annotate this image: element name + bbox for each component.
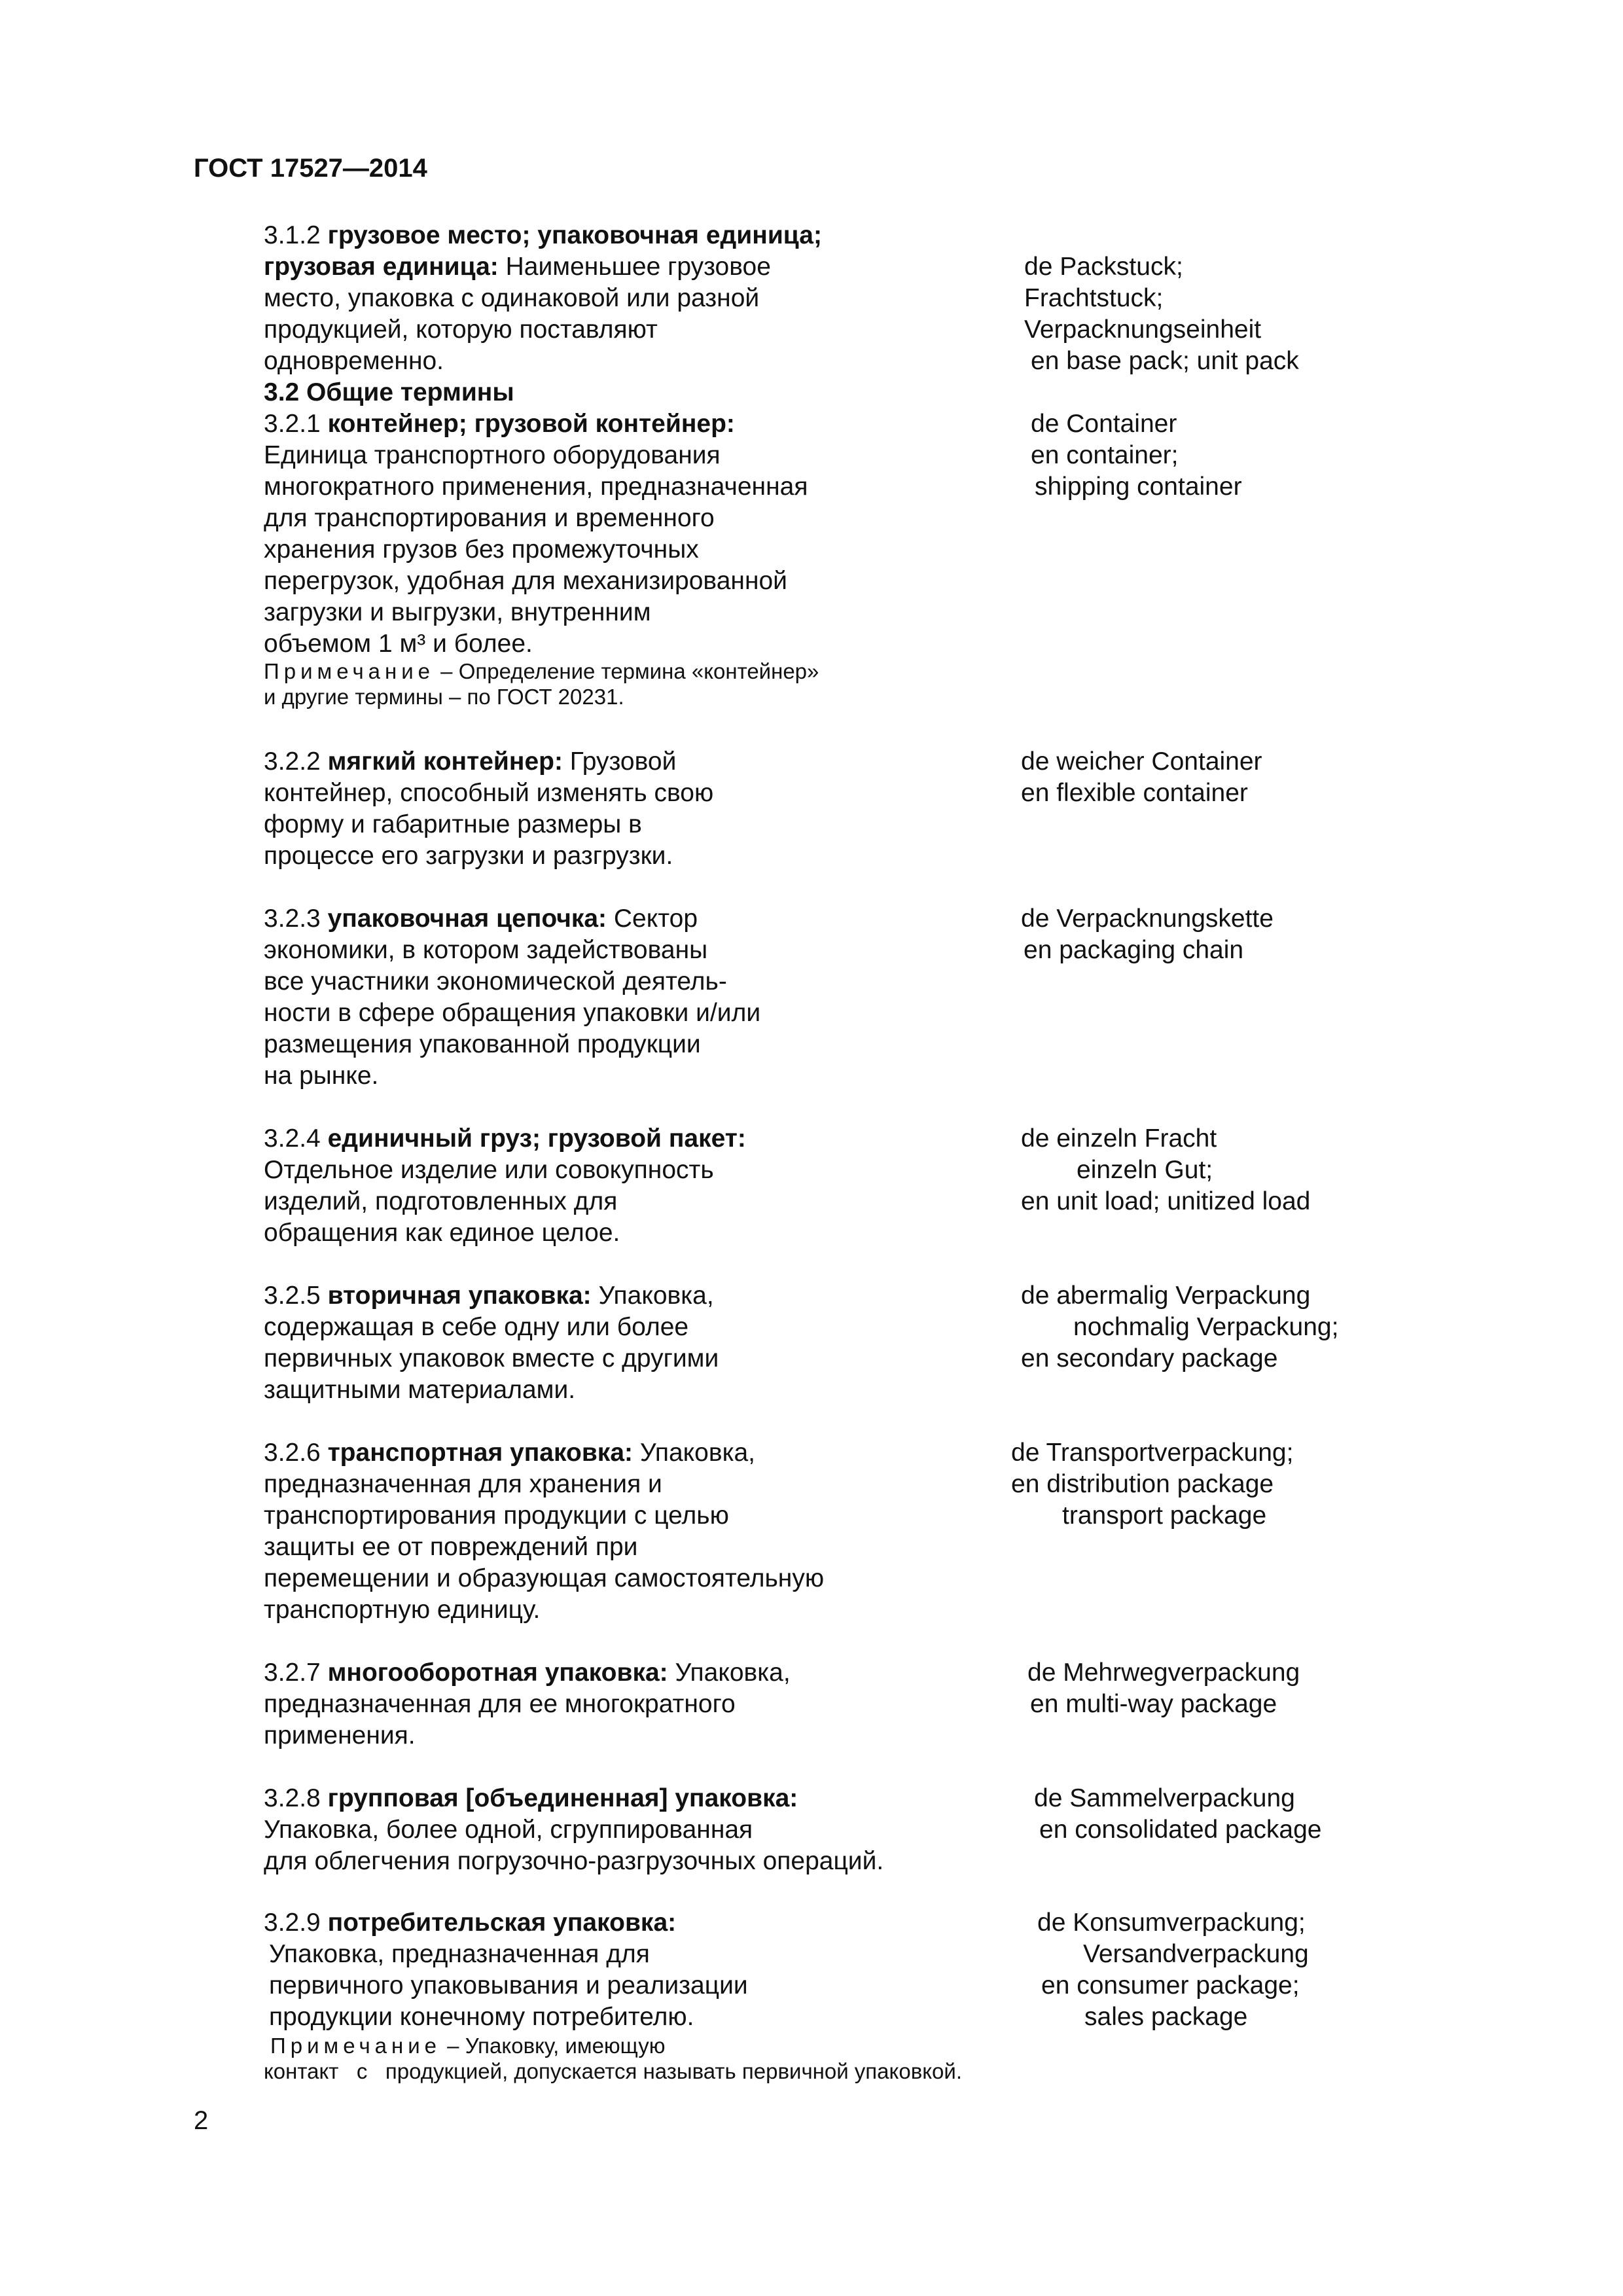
term-3-2-7-ru (264, 1657, 997, 1751)
term-3-2-1-foreign (1031, 408, 1502, 503)
term-3-2-7-foreign (1027, 1657, 1499, 1720)
foreign-equivalent: nochmalig Verpackung; (1073, 1313, 1339, 1341)
term-title: мягкий контейнер: (327, 747, 563, 776)
term-definition: место, упаковка с одинаковой или разной (264, 284, 760, 312)
term-definition: ности в сфере обращения упаковки и/или (264, 999, 761, 1027)
note-label: Примечание (264, 659, 435, 683)
term-definition: обращения как единое целое. (264, 1219, 620, 1247)
foreign-equivalent: de Konsumverpackung; (1037, 1909, 1306, 1937)
foreign-equivalent: de weicher Container (1021, 747, 1262, 776)
term-definition: содержащая в себе одну или более (264, 1313, 689, 1341)
term-title: упаковочная цепочка: (327, 905, 607, 933)
term-definition: перемещении и образующая самостоятельную (264, 1564, 825, 1592)
foreign-equivalent: en base pack; unit pack (1031, 347, 1299, 375)
term-3-2-6-foreign (1011, 1437, 1482, 1532)
term-3-2-2-foreign (1021, 746, 1492, 809)
foreign-equivalent: Verpacknungseinheit (1024, 315, 1262, 344)
page-number: 2 (194, 2106, 209, 2135)
term-definition: одновременно. (264, 347, 444, 375)
term-definition: Упаковка, более одной, сгруппированная (264, 1816, 753, 1844)
foreign-equivalent: en container; (1031, 441, 1179, 469)
foreign-equivalent: Frachtstuck; (1024, 284, 1164, 312)
term-definition: Упаковка, (633, 1439, 756, 1467)
term-title: транспортная упаковка: (327, 1439, 633, 1467)
foreign-equivalent: en unit load; unitized load (1021, 1187, 1311, 1215)
term-definition: первичных упаковок вместе с другими (264, 1344, 719, 1372)
term-definition: размещения упакованной продукции (264, 1030, 701, 1058)
term-3-2-9-foreign (1037, 1907, 1508, 2033)
term-number: 3.2.7 (264, 1659, 328, 1687)
term-3-2-3-ru (264, 903, 997, 1092)
term-number: 3.2.9 (264, 1909, 328, 1937)
term-definition: Наименьшее грузовое (498, 253, 771, 281)
term-definition: форму и габаритные размеры в (264, 810, 642, 838)
foreign-equivalent: de Sammelverpackung (1034, 1784, 1295, 1812)
term-3-2-5-ru (264, 1280, 997, 1406)
term-definition: Отдельное изделие или совокупность (264, 1156, 714, 1184)
term-number: 3.2.1 (264, 410, 328, 438)
foreign-equivalent: en flexible container (1021, 779, 1248, 807)
note-text: – Упаковку, имеющую (441, 2034, 666, 2058)
note-text: контакт с продукцией, допускается называть первичной упаковкой. (264, 2059, 962, 2083)
term-definition: для транспортирования и временного (264, 504, 715, 532)
foreign-equivalent: de Packstuck; (1024, 253, 1183, 281)
term-definition: применения. (264, 1721, 416, 1749)
term-definition: защиты ее от повреждений при (264, 1533, 638, 1561)
note-3-2-9 (264, 2033, 962, 2084)
term-3-2-5-foreign (1021, 1280, 1492, 1374)
term-definition: первичного упаковывания и реализации (269, 1971, 748, 2000)
term-title: потребительская упаковка: (327, 1909, 677, 1937)
term-definition: Упаковка, предназначенная для (269, 1940, 650, 1968)
term-definition: предназначенная для ее многократного (264, 1690, 736, 1718)
foreign-equivalent: de Transportverpackung; (1011, 1439, 1294, 1467)
term-title: групповая [объединенная] упаковка: (327, 1784, 798, 1812)
term-title: грузовое место; упаковочная единица; (327, 221, 822, 249)
term-definition: Упаковка, (668, 1659, 791, 1687)
term-definition: на рынке. (264, 1062, 379, 1090)
note-label: Примечание (270, 2034, 442, 2058)
term-number: 3.2.5 (264, 1282, 328, 1310)
term-definition: Упаковка, (591, 1282, 714, 1310)
foreign-equivalent: transport package (1062, 1501, 1267, 1530)
term-definition: Сектор (607, 905, 698, 933)
section-heading-3-2: 3.2 Общие термины (264, 378, 514, 406)
foreign-equivalent: Versandverpackung (1083, 1940, 1309, 1968)
foreign-equivalent: en multi-way package (1030, 1690, 1277, 1718)
term-title: единичный груз; грузовой пакет: (327, 1124, 746, 1153)
term-definition: продукцией, которую поставляют (264, 315, 658, 344)
foreign-equivalent: de einzeln Fracht (1021, 1124, 1217, 1153)
term-definition: продукции конечному потребителю. (269, 2003, 694, 2031)
foreign-equivalent: einzeln Gut; (1077, 1156, 1213, 1184)
term-definition: объемом 1 м³ и более. (264, 630, 533, 658)
foreign-equivalent: en packaging chain (1024, 936, 1244, 964)
foreign-equivalent: en distribution package (1011, 1470, 1274, 1498)
term-title: грузовая единица: (264, 253, 499, 281)
term-number: 3.1.2 (264, 221, 328, 249)
foreign-equivalent: de Mehrwegverpackung (1027, 1659, 1300, 1687)
term-definition: транспортную единицу. (264, 1596, 541, 1624)
term-3-2-4-ru (264, 1123, 997, 1249)
term-title: многооборотная упаковка: (327, 1659, 668, 1687)
term-3-1-2-foreign (1024, 251, 1495, 377)
term-definition: транспортирования продукции с целью (264, 1501, 729, 1530)
term-definition: изделий, подготовленных для (264, 1187, 618, 1215)
document-header: ГОСТ 17527—2014 (194, 154, 427, 183)
term-definition: процессе его загрузки и разгрузки. (264, 842, 673, 870)
foreign-equivalent: en consumer package; (1041, 1971, 1300, 2000)
term-definition: все участники экономической деятель- (264, 967, 727, 996)
term-number: 3.2.4 (264, 1124, 328, 1153)
term-definition: загрузки и выгрузки, внутренним (264, 598, 651, 626)
term-title: контейнер; грузовой контейнер: (327, 410, 735, 438)
term-3-2-6-ru (264, 1437, 997, 1626)
foreign-equivalent: shipping container (1035, 473, 1242, 501)
term-3-2-8-ru (264, 1783, 997, 1877)
term-3-2-9-ru (264, 1907, 997, 2033)
term-3-2-4-foreign (1021, 1123, 1492, 1217)
term-definition: предназначенная для хранения и (264, 1470, 662, 1498)
note-3-2-1 (264, 658, 819, 709)
term-definition: Единица транспортного оборудования (264, 441, 721, 469)
term-definition: хранения грузов без промежуточных (264, 535, 699, 564)
term-definition: для облегчения погрузочно-разгрузочных операций. (264, 1847, 884, 1875)
foreign-equivalent: de abermalig Verpackung (1021, 1282, 1311, 1310)
term-definition: экономики, в котором задействованы (264, 936, 708, 964)
term-definition: Грузовой (562, 747, 677, 776)
term-definition: защитными материалами. (264, 1376, 576, 1404)
term-number: 3.2.6 (264, 1439, 328, 1467)
term-3-2-3-foreign (1021, 903, 1492, 966)
foreign-equivalent: en secondary package (1021, 1344, 1278, 1372)
foreign-equivalent: en consolidated package (1039, 1816, 1322, 1844)
term-definition: перегрузок, удобная для механизированной (264, 567, 787, 595)
term-number: 3.2.3 (264, 905, 328, 933)
term-title: вторичная упаковка: (327, 1282, 592, 1310)
foreign-equivalent: sales package (1084, 2003, 1248, 2031)
term-3-1-2-ru (264, 220, 997, 377)
term-number: 3.2.2 (264, 747, 328, 776)
term-3-2-2-ru (264, 746, 997, 872)
term-definition: контейнер, способный изменять свою (264, 779, 714, 807)
foreign-equivalent: de Container (1031, 410, 1177, 438)
term-definition: многократного применения, предназначенная (264, 473, 808, 501)
foreign-equivalent: de Verpacknungskette (1021, 905, 1274, 933)
term-3-2-1-ru (264, 408, 997, 660)
term-number: 3.2.8 (264, 1784, 328, 1812)
note-text: и другие термины – по ГОСТ 20231. (264, 685, 624, 709)
note-text: – Определение термина «контейнер» (435, 659, 819, 683)
term-3-2-8-foreign (1034, 1783, 1505, 1846)
